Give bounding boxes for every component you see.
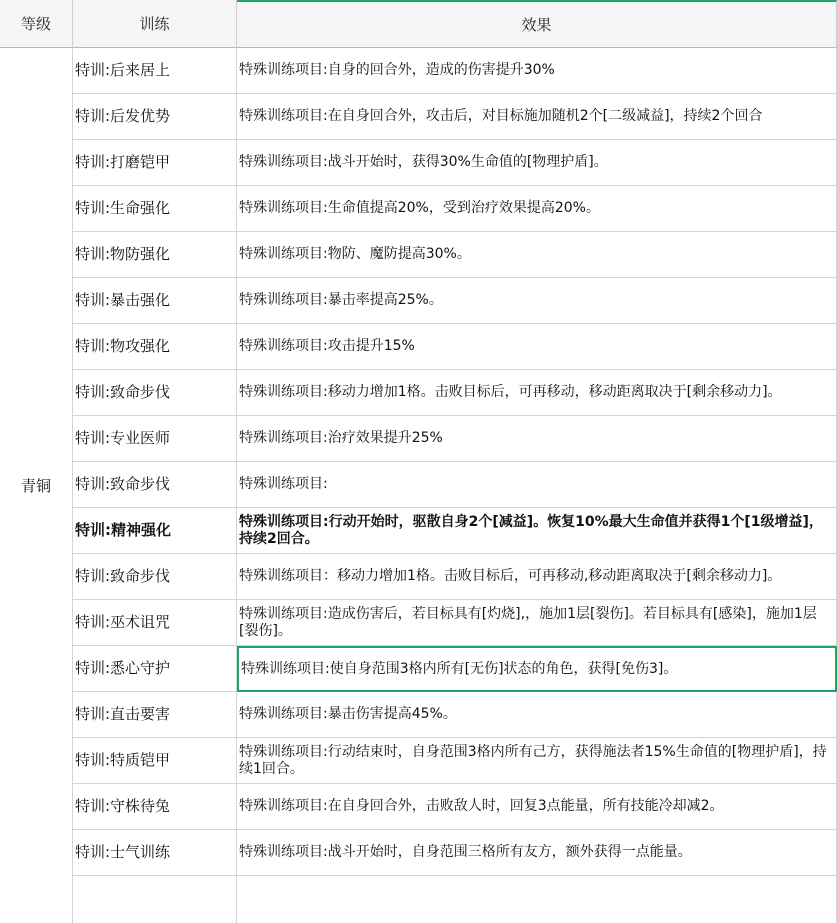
table-row <box>73 738 837 784</box>
table-row <box>73 416 837 462</box>
training-name-cell[interactable]: 特训:悉心守护 <box>73 646 237 692</box>
training-name-cell[interactable]: 特训:专业医师 <box>73 416 237 462</box>
effect-cell[interactable]: 特殊训练项目:战斗开始时，自身范围三格所有友方，额外获得一点能量。 <box>237 830 837 876</box>
empty-row <box>73 876 837 923</box>
training-name-cell[interactable]: 特训:直击要害 <box>73 692 237 738</box>
training-name-cell[interactable]: 特训:打磨铠甲 <box>73 140 237 186</box>
table-row <box>73 646 837 692</box>
table-row <box>73 324 837 370</box>
effect-cell[interactable]: 特殊训练项目:造成伤害后，若目标具有[灼烧],，施加1层[裂伤]。若目标具有[感染]，施加1层[裂伤]。 <box>237 600 837 646</box>
effect-cell[interactable]: 特殊训练项目:在自身回合外，攻击后，对目标施加随机2个[二级减益]，持续2个回合 <box>237 94 837 140</box>
table-row <box>73 600 837 646</box>
table-row <box>73 554 837 600</box>
training-name-cell[interactable]: 特训:致命步伐 <box>73 554 237 600</box>
effect-cell[interactable]: 特殊训练项目:在自身回合外，击败敌人时，回复3点能量，所有技能冷却减2。 <box>237 784 837 830</box>
training-name-cell[interactable]: 特训:生命强化 <box>73 186 237 232</box>
table-row <box>73 692 837 738</box>
effect-cell[interactable]: 特殊训练项目:战斗开始时，获得30%生命值的[物理护盾]。 <box>237 140 837 186</box>
effect-cell[interactable]: 特殊训练项目:暴击率提高25%。 <box>237 278 837 324</box>
training-name-cell[interactable]: 特训:守株待兔 <box>73 784 237 830</box>
effect-cell[interactable]: 特殊训练项目:行动结束时，自身范围3格内所有己方，获得施法者15%生命值的[物理护盾]，持续1回合。 <box>237 738 837 784</box>
table-row <box>73 508 837 554</box>
table-row <box>73 232 837 278</box>
training-name-cell[interactable]: 特训:精神强化 <box>73 508 237 554</box>
effect-cell[interactable]: 特殊训练项目:暴击伤害提高45%。 <box>237 692 837 738</box>
empty-cell[interactable] <box>237 876 837 923</box>
table-row <box>73 186 837 232</box>
training-name-cell[interactable]: 特训:致命步伐 <box>73 370 237 416</box>
column-header-effect[interactable]: 效果 <box>237 0 837 48</box>
training-name-cell[interactable]: 特训:士气训练 <box>73 830 237 876</box>
table-row <box>73 278 837 324</box>
training-name-cell[interactable]: 特训:致命步伐 <box>73 462 237 508</box>
table-row <box>73 94 837 140</box>
effect-cell[interactable]: 特殊训练项目:物防、魔防提高30%。 <box>237 232 837 278</box>
training-name-cell[interactable]: 特训:后发优势 <box>73 94 237 140</box>
effect-cell[interactable]: 特殊训练项目:生命值提高20%，受到治疗效果提高20%。 <box>237 186 837 232</box>
empty-cell[interactable] <box>73 876 237 923</box>
table-row <box>73 140 837 186</box>
training-name-cell[interactable]: 特训:物攻强化 <box>73 324 237 370</box>
effect-cell[interactable]: 特殊训练项目:治疗效果提升25% <box>237 416 837 462</box>
table-row <box>73 370 837 416</box>
training-name-cell[interactable]: 特训:后来居上 <box>73 48 237 94</box>
effect-cell[interactable]: 特殊训练项目:自身的回合外，造成的伤害提升30% <box>237 48 837 94</box>
effect-cell[interactable]: 特殊训练项目:移动力增加1格。击败目标后，可再移动，移动距离取决于[剩余移动力]。 <box>237 370 837 416</box>
training-name-cell[interactable]: 特训:暴击强化 <box>73 278 237 324</box>
training-name-cell[interactable]: 特训:特质铠甲 <box>73 738 237 784</box>
training-name-cell[interactable]: 特训:巫术诅咒 <box>73 600 237 646</box>
column-header-training[interactable]: 训练 <box>73 0 237 48</box>
table-row <box>73 830 837 876</box>
effect-cell[interactable]: 特殊训练项目: <box>237 462 837 508</box>
effect-cell[interactable]: 特殊训练项目:攻击提升15% <box>237 324 837 370</box>
column-header-level[interactable]: 等级 <box>0 0 73 48</box>
training-name-cell[interactable]: 特训:物防强化 <box>73 232 237 278</box>
effect-cell[interactable]: 特殊训练项目：移动力增加1格。击败目标后，可再移动,移动距离取决于[剩余移动力]。 <box>237 554 837 600</box>
table-row <box>73 462 837 508</box>
table-row <box>73 48 837 94</box>
effect-cell[interactable]: 特殊训练项目:使自身范围3格内所有[无伤]状态的角色，获得[免伤3]。 <box>237 646 837 692</box>
table-row <box>73 784 837 830</box>
level-cell[interactable]: 青铜 <box>0 48 73 923</box>
effect-cell[interactable]: 特殊训练项目:行动开始时，驱散自身2个[减益]。恢复10%最大生命值并获得1个[1级增益]，持续2回合。 <box>237 508 837 554</box>
